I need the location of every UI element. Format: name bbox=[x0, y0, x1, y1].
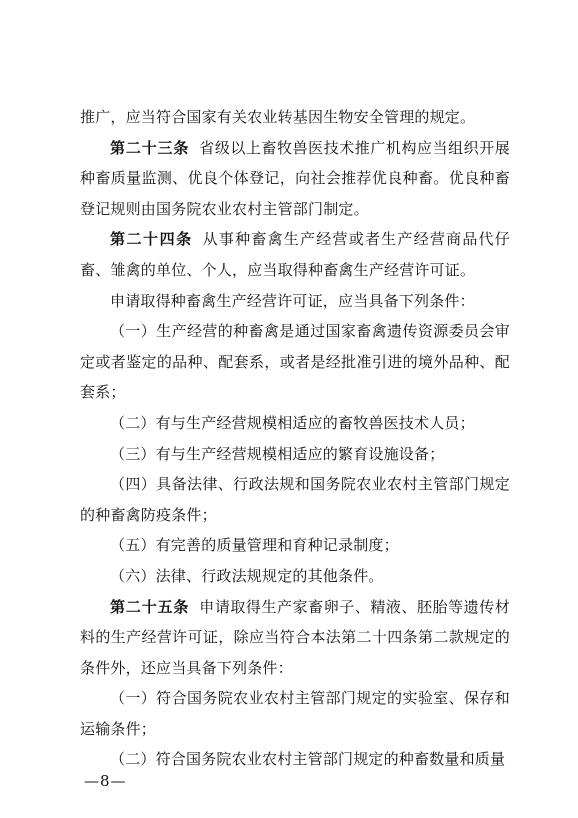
list-item-1: （一）生产经营的种畜禽是通过国家畜禽遗传资源委员会审定或者鉴定的品种、配套系，或者是经批准引进的境外品种、配套系； bbox=[80, 322, 510, 402]
list-item-25-1: （一）符合国务院农业农村主管部门规定的实验室、保存和运输条件； bbox=[80, 689, 510, 738]
list-item-2: （二）有与生产经营规模相适应的畜牧兽医技术人员； bbox=[110, 413, 475, 432]
list-item-25-2: （二）符合国务院农业农村主管部门规定的种畜数量和质量 bbox=[110, 750, 506, 769]
article-heading: 第二十四条 bbox=[110, 230, 193, 249]
list-item-4: （四）具备法律、行政法规和国务院农业农村主管部门规定的种畜禽防疫条件； bbox=[80, 475, 510, 524]
paragraph-3: 申请取得种畜禽生产经营许可证，应当具备下列条件： bbox=[110, 291, 475, 310]
paragraph-0: 推广，应当符合国家有关农业转基因生物安全管理的规定。 bbox=[80, 108, 476, 126]
article-heading: 第二十五条 bbox=[110, 597, 190, 616]
list-item-3: （三）有与生产经营规模相适应的繁育设施设备； bbox=[110, 444, 445, 463]
page-number: —8— bbox=[84, 772, 127, 790]
article-heading: 第二十三条 bbox=[110, 138, 190, 157]
list-item-6: （六）法律、行政法规规定的其他条件。 bbox=[110, 566, 384, 585]
list-item-5: （五）有完善的质量管理和育种记录制度； bbox=[110, 536, 399, 555]
paragraph-article-25: 第二十五条 申请取得生产家畜卵子、精液、胚胎等遗传材料的生产经营许可证，除应当符合本法第二十四条第二款规定的条件外，还应当具备下列条件： bbox=[80, 597, 510, 677]
paragraph-article-23: 第二十三条 省级以上畜牧兽医技术推广机构应当组织开展种畜质量监测、优良个体登记，向社会推荐优良种畜。优良种畜登记规则由国务院农业农村主管部门制定。 bbox=[80, 138, 510, 218]
paragraph-article-24: 第二十四条 从事种畜禽生产经营或者生产经营商品代仔畜、雏禽的单位、个人，应当取得种畜禽生产经营许可证。 bbox=[80, 230, 510, 279]
document-body bbox=[80, 102, 510, 775]
